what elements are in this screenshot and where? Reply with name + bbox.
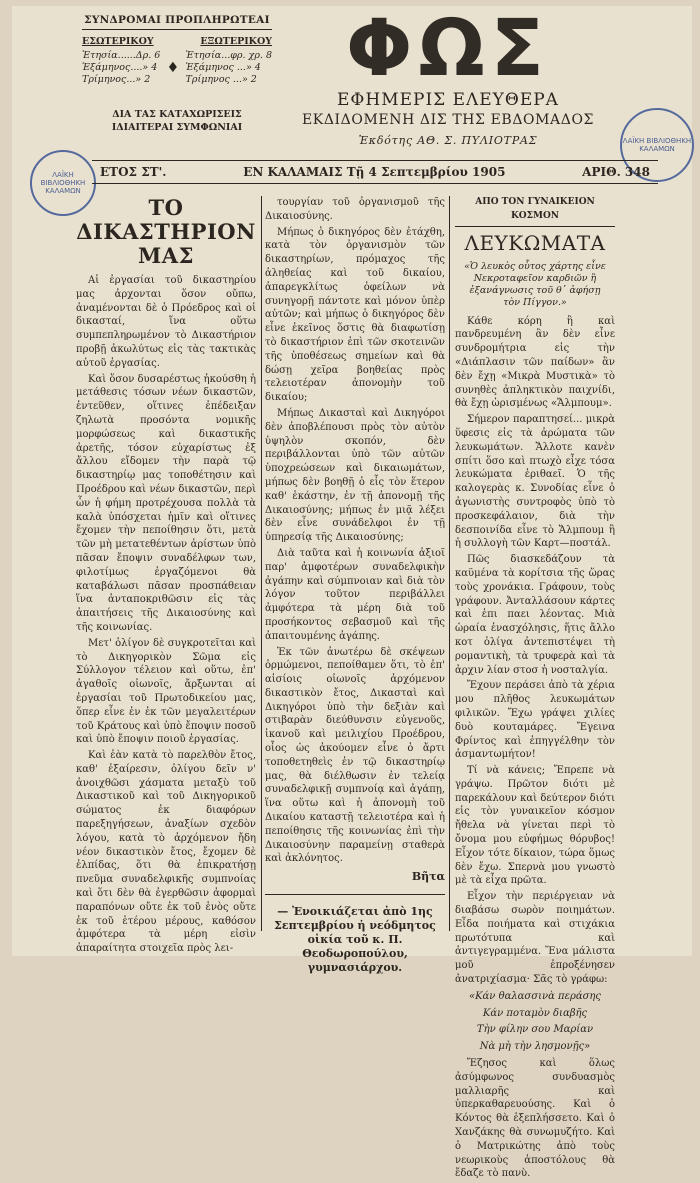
column-rule <box>261 196 262 931</box>
publisher-line: Ἐκδότης ΑΘ. Σ. ΠΥΛΙΟΤΡΑΣ <box>358 134 538 147</box>
verse-line: «Κάν θαλασσινὰ περάσης <box>468 990 602 1002</box>
masthead-subtitle-2: ΕΚΔΙΔΟΜΕΝΗ ΔΙΣ ΤΗΣ ΕΒΔΟΜΑΔΟΣ <box>301 112 595 128</box>
paragraph: τουργίαν τοῦ ὀργανισμοῦ τῆς Δικαιοσύνης. <box>265 197 445 222</box>
newspaper-title: ΦΩΣ <box>346 4 550 94</box>
price-row: Ἑξάμηνος ...» 4 <box>185 62 261 73</box>
column-rule <box>449 196 450 931</box>
paragraph: Τί νὰ κάνεις; Ἔπρεπε νὰ γράψω. Πρῶτον διότι μὲ παρεκάλουν καὶ δεύτερον διότι εἰς τὸν γυναικεῖον κόσμον ἤθελα νὰ γίνεται περὶ τὸ ὄνομα μου εὐφήμως θόρυβος! Εἶχον τότε δίκαιον, τώρα ὅμως δὲν ἔχω. Σπερνὰ μου γνωστὸ μὲ τὰ εἶχα πρῶτα. <box>455 765 615 887</box>
price-row: Τρίμηνος ...» 2 <box>185 74 257 85</box>
paragraph: Μετ' ὀλίγον δὲ συγκροτεῖται καὶ τὸ Δικηγορικὸν Σῶμα εἰς Σύλλογον τέλειον καὶ οὕτω, ἐπ' ἀγαθοῖς οἰωνοῖς, ἄρξωνται αἱ ἐργασίαι τοῦ Πρωτοδικείου μας, ὅπερ εἶνε ἐν ἐκ τῶν μεγαλειτέρων τοῦ Κράτους καὶ ὑπὸ ἔποψιν ποσοῦ καὶ ὑπὸ ἔποψιν ποιοῦ ἐργασίας. <box>76 637 256 746</box>
paragraph: Μήπως Δικασταὶ καὶ Δικηγόροι δὲν ἀποβλέπουσι πρὸς τὸν αὐτὸν ὑψηλὸν σκοπόν, δὲν περιβάλλονται ὑπὸ τῶν αὐτῶν ὑποχρεώσεων καὶ δικαιωμάτων, μήπως δὲν βοηθῇ ὁ εἷς τὸν ἕτερον καθ' ἑκάστην, ἐν τῇ ἀπονομῇ τῆς Δικαιοσύνης; μήπως ἐν μιᾷ λέξει δὲν εἶνε συνάδελφοι ἐν τῇ ὑπηρεσίᾳ τῆς Δικαιοσύνης; <box>265 407 445 544</box>
subscription-box <box>82 14 272 134</box>
issue-number: ΑΡΙΘ. 348 <box>582 165 650 179</box>
paragraph: Ἔζησος καὶ ὅλως ἀσύμφωνος συνδυασμὸς μαλλιαρῆς καὶ ὑπερκαθαρευούσης. Καὶ ὁ Κόντος θὰ ἐξεπλήσσετο. Καὶ ὁ Χανζάκης θὰ συνωμυζήτο. Καὶ ὁ Ματρικώτης ἀπὸ τοὺς νεωρικοὺς ἀποστόλους θὰ ἔδαζε τὸ πανὺ. <box>455 1058 615 1180</box>
paragraph: Αἱ ἐργασίαι τοῦ δικαστηρίου μας ἀρχονται ὅσον οὔπω, ἀναμένονται δὲ ὁ Πρόεδρος καὶ οἱ δικασταί, ἵνα οὕτω συμπεπληρωμένον τὸ Δικαστήριον προβῇ ἀκωλύτως εἰς τὰς τακτικὰς αὐτοῦ ἐργασίας. <box>76 275 256 369</box>
price-row: Ἑξάμηνος....» 4 <box>82 62 158 73</box>
paragraph: Ἐκ τῶν ἀνωτέρω δὲ σκέψεων ὁρμώμενοι, πεποίθαμεν ὅτι, τὸ ἐπ' αἰσίοις οἰωνοῖς ἀρχόμενον δικαστικὸν ἔτος, Δικασταὶ καὶ Δικηγόροι ὑπὸ τὴν δεξιὰν καὶ στιβαρὰν διεύθυνσιν εὐγενοῦς, ἱκανοῦ καὶ μειλιχίου Προέδρου, οἷος ὡς ἀκούομεν εἶνε ὁ ἄρτι τοποθετηθεὶς ἐν τῷ δικαστηρίῳ μας, θὰ διέλθωσιν ἐν τελείᾳ συναδελφικῇ συμπνοίᾳ καὶ ἀγάπῃ, ἵνα οὕτω καὶ ἡ ἀπονομὴ τοῦ Δικαίου καταστῇ τελειοτέρα καὶ ἡ πεποίθησις τῆς κοινωνίας ἐπὶ τὴν Δικαιοσύνην παραμείνῃ σταθερὰ καὶ ἀκλόνητος. <box>265 646 445 865</box>
interior-label: ΕΣΩΤΕΡΙΚΟΥ <box>82 36 154 47</box>
paragraph: Κάθε κόρη ἢ καὶ πανδρευμένη ἂν δὲν εἶνε συνδρομήτρια εἰς τὴν «Διάπλασιν τῶν παίδων» ἂν δὲν ἔχῃ «Μικρὰ Μυστικὰ» τὸ συνηθὲς ἀπληκτικὸν παιχνίδι, θὰ ἔχῃ ὡρισμένως «Ἄλμπουμ». <box>455 315 615 410</box>
masthead-subtitle: ΕΦΗΜΕΡΙΣ ΕΛΕΥΘΕΡΑ <box>337 90 559 110</box>
article-court <box>76 196 256 958</box>
dateline-bar <box>92 160 658 184</box>
masthead <box>283 4 613 147</box>
article-heading: ΤΟ ΔΙΚΑΣΤΗΡΙΟΝ ΜΑΣ <box>76 195 256 268</box>
stamp-text: ΛΑΪΚΗ ΒΙΒΛΙΟΘΗΚΗ ΚΑΛΑΜΩΝ <box>622 137 692 153</box>
epigraph: «Ὁ λευκὸς οὗτος χάρτης εἶνε Νεκροταφεῖον καρδιῶν ἢ ἐξανάγνωσις τοῦ θ᾽ ἀφήσῃ τὸν Πίγγον.» <box>464 260 606 308</box>
price-row: Ἐτησία......Δρ. 6 <box>82 50 161 61</box>
verse-line: Κάν ποταμὸν διαβῆς <box>482 1007 588 1019</box>
paragraph: Πῶς διασκεδάζουν τὰ καϋμένα τὰ κορίτσια τῆς ὥρας τοὺς χρονάκια. Γράφουν, τοὺς γράφουν. Ἀνταλλάσουν κάρτες καὶ ἐπι παει λέοντας. Μιὰ ὡραία ἐνασχόλησις, ἥτις ἄλλο κοτ ὀλίγα ἀντεπιστέψει τὴ ρομαντικὴ, τὰ τρυφερὰ καὶ τὰ ἀρχιν λίαν στοσ ἡ νοσταλγία. <box>455 554 615 676</box>
article-albums <box>455 196 615 1183</box>
price-row: Τρίμηνος...» 2 <box>82 74 151 85</box>
exterior-label: ΕΞΩΤΕΡΙΚΟΥ <box>200 36 272 47</box>
verse-line: Νὰ μὴ τὴν λησμονῇς» <box>479 1041 591 1053</box>
article-court-continued <box>265 196 445 975</box>
paragraph: Σήμερον παραπτησεί... μικρὰ ὕφεσις εἰς τὰ ἀρώματα τῶν λευκωμάτων. Ἄλλοτε κανὲν σπίτι ὅσο καὶ πτωχὸ εἶχε τόσα λευκώματα ἐριθαεῖ. Ὁ τῆς καλογερὰς κ. Συνοδίας εἶνε ὁ ἀγωνιστὴς συντροφὸς ὑπὸ τὸ προσκεφάλαιον, διὰ τὴν δεσποινίδα εἶνε τὸ Ἄλμπουμ ἢ ἡ συλλογὴ τῶν Καρτ—ποστάλ. <box>455 414 615 550</box>
verse-line: Τὴν φίλην σου Μαρίαν <box>476 1024 594 1036</box>
paragraph: Καὶ ἐὰν κατὰ τὸ παρελθὸν ἔτος, καθ' ἐξαίρεσιν, ὀλίγου δεῖν ν' ἀνοιχθῶσι χάσματα μεταξὺ τοῦ Δικαστικοῦ καὶ τοῦ Δικηγορικοῦ σώματος ἐκ διαφόρων παρεξηγήσεων, ἀναξίων σχεδὸν λόγου, κατὰ τὸ ἀρχόμενον ἤδη νέον δικαστικὸν ἔτος, ἔχομεν δὲ ἐλπίδας, ὅτι θὰ ἐπικρατήσῃ πνεῦμα συναδελφικῆς συμπνοίας καὶ ὅτι δὲν θὰ ἐγερθῶσιν ἀφορμαὶ παραπόνων οὔτε ἐκ τοῦ ἑνὸς οὔτε ἐκ τοῦ ἑτέρου μέρους, καθόσον ἀμφότερα τὰ μέρη εἰσὶν ἀπαραίτητα στοιχεῖα πρὸς λει- <box>76 750 256 955</box>
rental-notice: — Ἐνοικιάζεται ἀπὸ 1ης Σεπτεμβρίου ἡ νεόδμητος οἰκία τοῦ κ. Π. Θεοδωροπούλου, γυμνασιάρχου. <box>265 894 445 975</box>
year-label: ΕΤΟΣ ΣΤ'. <box>100 165 167 179</box>
place-date: ΕΝ ΚΑΛΑΜΑΙΣ Τῇ 4 Σεπτεμβρίου 1905 <box>243 165 506 179</box>
subscription-title: ΣΥΝΔΡΟΜΑΙ ΠΡΟΠΛΗΡΩΤΕΑΙ <box>82 14 272 30</box>
ads-note <box>82 108 272 134</box>
interior-prices <box>82 50 160 86</box>
paragraph: Διὰ ταῦτα καὶ ἡ κοινωνία ἀξιοῖ παρ' ἀμφοτέρων συναδελφικὴν ἀγάπην καὶ σύμπνοιαν καὶ διὰ τὸν λόγον τοῦτον περιβάλλει ἀμφότερα τὰ μέρη διὰ τοῦ προσήκοντος σεβασμοῦ καὶ τῆς ἀπαιτουμένης ἀγάπης. <box>265 547 445 642</box>
lamp-ornament-icon: ♦ <box>166 60 180 76</box>
author-signature: Βῆτα <box>411 870 445 884</box>
paragraph: Εἶχον τὴν περιέργειαν νὰ διαβάσω σωρὸν ποιημάτων. Εἶδα ποιήματα καὶ στιχάκια πρωτότυπα καὶ ἀντιγεγραμμένα. Ἕνα μάλιστα μοῦ ἐπροξένησεν ἀνατριχίασμα· Σᾶς τὸ γράφω: <box>455 891 615 986</box>
exterior-prices <box>186 50 272 86</box>
ads-line: ΙΔΙΑΙΤΕΡΑΙ ΣΥΜΦΩΝΙΑΙ <box>111 122 243 133</box>
paragraph: Ἔχουν περάσει ἀπὸ τὰ χέρια μου πλῆθος λευκωμάτων φιλικῶν. Ἔχω γράψει χιλίες δυὸ κουταμάρες. Ἔγεινα Φρίντος καὶ ἐπηγγέλθην τὸν ἀσμαντωμήτον! <box>455 680 615 761</box>
paragraph: Καὶ ὅσον δυσαρέστως ἠκούσθη ἡ μετάθεσις τόσων νέων δικαστῶν, ἐντεῦθεν, οἵτινες ἐπέδειξαν ζηλωτὰ προσόντα νομικῆς μορφώσεως καὶ δικαστικῆς ἀρετῆς, τόσον εὐχαρίστως ἐξ ἄλλου εἴδομεν τὴν παρὰ τῷ δικαστηρίῳ μας τοποθέτησιν καὶ Προέδρου καὶ νέων δικαστῶν, περὶ ὧν ἡ φήμη προτρέχουσα πολλὰ τὰ καλὰ ὑπόσχεται ἡμῖν καὶ οἵτινες ἔχομεν τὴν πεποίθησιν ὅτι, μετὰ τῶν μὴ μετατεθέντων ἀρίστων ὑπὸ πᾶσαν ἔποψιν συναδέλφων των, φιλοτίμως ἐργαζόμενοι θὰ καταβάλωσι πᾶσαν προσπάθειαν ἵνα ἀνταποκριθῶσιν εἰς τὰς ἀπαιτήσεις τῆς Δικαιοσύνης καὶ τῆς κοινωνίας. <box>76 373 256 633</box>
paragraph: Μήπως ὁ δικηγόρος δὲν ἐτάχθη, κατὰ τὸν ὀργανισμὸν τῶν δικαστηρίων, πρόμαχος τῆς ἀληθείας καὶ τοῦ δικαίου, ἀπαρεγκλίτως ὀφείλων νὰ συνηγορῇ πάντοτε καὶ μόνον ὑπὲρ αὐτῶν; καὶ μήπως ὁ δικηγόρος δὲν εἶνε ἐκεῖνος ὅστις θὰ διαφωτίσῃ τὸ δικαστήριον ἐπὶ τῶν σκοτεινῶν τῆς ὑποθέσεως σημείων καὶ θὰ δώσῃ χεῖρα βοηθείας πρὸς τελειοτέραν ἀπονομὴν τοῦ δικαίου; <box>265 226 445 404</box>
article-heading: ΛΕΥΚΩΜΑΤΑ <box>464 230 606 255</box>
section-kicker: ΑΠΟ ΤΟΝ ΓΥΝΑΙΚΕΙΟΝ ΚΟΣΜΟΝ <box>455 196 615 227</box>
stamp-text: ΛΑΪΚΗ ΒΙΒΛΙΟΘΗΚΗ ΚΑΛΑΜΩΝ <box>40 171 86 195</box>
ads-line: ΔΙΑ ΤΑΣ ΚΑΤΑΧΩΡΙΣΕΙΣ <box>112 109 242 120</box>
price-row: Ἐτησία...φρ. χρ. 8 <box>185 50 272 61</box>
